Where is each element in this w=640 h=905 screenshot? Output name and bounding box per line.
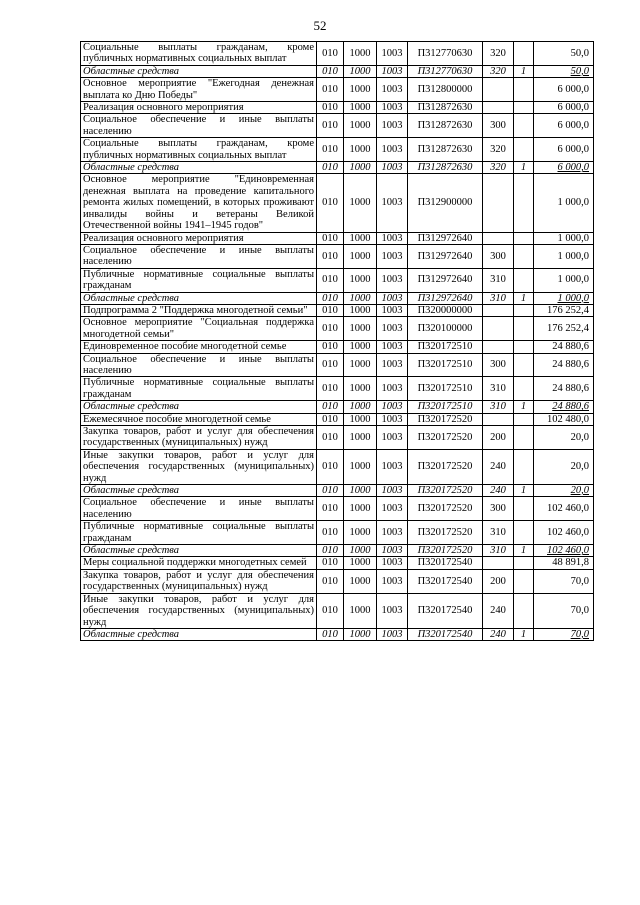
row-subsection-code: 1003 — [377, 304, 408, 316]
row-amount: 24 880,6 — [534, 401, 594, 413]
table-row — [81, 485, 594, 497]
row-funding-source: 1 — [514, 292, 534, 304]
row-amount: 70,0 — [534, 628, 594, 640]
row-funding-source — [514, 341, 534, 353]
row-amount: 1 000,0 — [534, 268, 594, 292]
table-row — [81, 401, 594, 413]
row-expense-type — [483, 413, 514, 425]
row-expense-type — [483, 232, 514, 244]
table-row — [81, 268, 594, 292]
row-expense-type — [483, 557, 514, 569]
table-row — [81, 114, 594, 138]
row-name: Единовременное пособие многодетной семье — [81, 341, 317, 353]
row-section-code: 1000 — [344, 521, 377, 545]
row-expense-type — [483, 317, 514, 341]
row-subsection-code: 1003 — [377, 78, 408, 102]
row-name: Основное мероприятие "Социальная поддержка многодетной семьи" — [81, 317, 317, 341]
row-subsection-code: 1003 — [377, 102, 408, 114]
table-row — [81, 174, 594, 232]
row-subsection-code: 1003 — [377, 569, 408, 593]
row-subsection-code: 1003 — [377, 162, 408, 174]
row-ministry-code: 010 — [317, 401, 344, 413]
row-funding-source — [514, 78, 534, 102]
row-name: Публичные нормативные социальные выплаты гражданам — [81, 377, 317, 401]
row-ministry-code: 010 — [317, 521, 344, 545]
row-target-article: П312900000 — [408, 174, 483, 232]
row-name: Иные закупки товаров, работ и услуг для обеспечения государственных (муниципальных) нужд — [81, 449, 317, 484]
row-expense-type — [483, 78, 514, 102]
row-section-code: 1000 — [344, 232, 377, 244]
table-row — [81, 353, 594, 377]
table-row — [81, 65, 594, 77]
row-target-article: П312972640 — [408, 232, 483, 244]
row-target-article: П312872630 — [408, 114, 483, 138]
row-section-code: 1000 — [344, 557, 377, 569]
row-expense-type — [483, 304, 514, 316]
row-amount: 176 252,4 — [534, 304, 594, 316]
row-expense-type: 310 — [483, 521, 514, 545]
row-amount: 102 460,0 — [534, 545, 594, 557]
row-funding-source — [514, 138, 534, 162]
row-section-code: 1000 — [344, 114, 377, 138]
row-subsection-code: 1003 — [377, 317, 408, 341]
row-name: Закупка товаров, работ и услуг для обеспечения государственных (муниципальных) нужд — [81, 569, 317, 593]
table-row — [81, 557, 594, 569]
row-expense-type: 310 — [483, 292, 514, 304]
row-target-article: П320172510 — [408, 341, 483, 353]
row-ministry-code: 010 — [317, 138, 344, 162]
table-row — [81, 569, 594, 593]
row-subsection-code: 1003 — [377, 426, 408, 450]
row-ministry-code: 010 — [317, 569, 344, 593]
row-subsection-code: 1003 — [377, 628, 408, 640]
row-name: Основное мероприятие "Ежегодная денежная выплата ко Дню Победы" — [81, 78, 317, 102]
row-subsection-code: 1003 — [377, 413, 408, 425]
row-subsection-code: 1003 — [377, 401, 408, 413]
row-funding-source — [514, 268, 534, 292]
row-expense-type — [483, 174, 514, 232]
row-funding-source — [514, 232, 534, 244]
table-row — [81, 78, 594, 102]
row-name: Социальное обеспечение и иные выплаты населению — [81, 244, 317, 268]
row-ministry-code: 010 — [317, 42, 344, 66]
row-target-article: П320172540 — [408, 569, 483, 593]
table-row — [81, 449, 594, 484]
row-name: Социальное обеспечение и иные выплаты населению — [81, 114, 317, 138]
row-section-code: 1000 — [344, 304, 377, 316]
row-section-code: 1000 — [344, 545, 377, 557]
row-funding-source: 1 — [514, 485, 534, 497]
row-section-code: 1000 — [344, 102, 377, 114]
row-name: Меры социальной поддержки многодетных семей — [81, 557, 317, 569]
row-amount: 1 000,0 — [534, 292, 594, 304]
row-ministry-code: 010 — [317, 426, 344, 450]
row-section-code: 1000 — [344, 628, 377, 640]
table-row — [81, 426, 594, 450]
row-name: Закупка товаров, работ и услуг для обеспечения государственных (муниципальных) нужд — [81, 426, 317, 450]
row-expense-type: 300 — [483, 353, 514, 377]
table-row — [81, 162, 594, 174]
row-amount: 70,0 — [534, 569, 594, 593]
row-ministry-code: 010 — [317, 65, 344, 77]
row-funding-source: 1 — [514, 545, 534, 557]
row-funding-source — [514, 353, 534, 377]
row-name: Ежемесячное пособие многодетной семье — [81, 413, 317, 425]
row-expense-type: 300 — [483, 114, 514, 138]
row-section-code: 1000 — [344, 65, 377, 77]
row-expense-type: 200 — [483, 569, 514, 593]
row-funding-source: 1 — [514, 401, 534, 413]
row-section-code: 1000 — [344, 449, 377, 484]
row-amount: 24 880,6 — [534, 341, 594, 353]
row-ministry-code: 010 — [317, 485, 344, 497]
row-name: Областные средства — [81, 401, 317, 413]
row-funding-source — [514, 317, 534, 341]
row-amount: 6 000,0 — [534, 114, 594, 138]
row-amount: 70,0 — [534, 593, 594, 628]
row-subsection-code: 1003 — [377, 353, 408, 377]
row-target-article: П320172510 — [408, 401, 483, 413]
row-funding-source — [514, 102, 534, 114]
row-target-article: П320172510 — [408, 353, 483, 377]
row-expense-type: 320 — [483, 65, 514, 77]
row-target-article: П320172520 — [408, 449, 483, 484]
row-funding-source — [514, 42, 534, 66]
row-subsection-code: 1003 — [377, 485, 408, 497]
row-subsection-code: 1003 — [377, 497, 408, 521]
table-row — [81, 42, 594, 66]
row-amount: 50,0 — [534, 42, 594, 66]
row-expense-type: 240 — [483, 628, 514, 640]
row-target-article: П320172520 — [408, 545, 483, 557]
row-target-article: П320100000 — [408, 317, 483, 341]
row-ministry-code: 010 — [317, 341, 344, 353]
row-amount: 20,0 — [534, 485, 594, 497]
row-funding-source — [514, 244, 534, 268]
row-subsection-code: 1003 — [377, 244, 408, 268]
row-ministry-code: 010 — [317, 413, 344, 425]
row-target-article: П320172510 — [408, 377, 483, 401]
row-subsection-code: 1003 — [377, 114, 408, 138]
row-expense-type: 200 — [483, 426, 514, 450]
row-target-article: П312972640 — [408, 292, 483, 304]
row-amount: 48 891,8 — [534, 557, 594, 569]
row-amount: 6 000,0 — [534, 138, 594, 162]
row-amount: 20,0 — [534, 426, 594, 450]
row-ministry-code: 010 — [317, 114, 344, 138]
row-subsection-code: 1003 — [377, 42, 408, 66]
row-target-article: П312972640 — [408, 268, 483, 292]
row-ministry-code: 010 — [317, 174, 344, 232]
row-funding-source — [514, 377, 534, 401]
row-name: Реализация основного мероприятия — [81, 102, 317, 114]
row-amount: 102 460,0 — [534, 521, 594, 545]
row-target-article: П312872630 — [408, 138, 483, 162]
row-name: Областные средства — [81, 485, 317, 497]
row-name: Областные средства — [81, 545, 317, 557]
budget-table — [80, 41, 594, 641]
row-subsection-code: 1003 — [377, 545, 408, 557]
row-amount: 20,0 — [534, 449, 594, 484]
table-row — [81, 628, 594, 640]
row-section-code: 1000 — [344, 401, 377, 413]
row-funding-source — [514, 449, 534, 484]
row-section-code: 1000 — [344, 413, 377, 425]
table-row — [81, 102, 594, 114]
row-name: Областные средства — [81, 292, 317, 304]
row-section-code: 1000 — [344, 292, 377, 304]
row-section-code: 1000 — [344, 593, 377, 628]
row-subsection-code: 1003 — [377, 341, 408, 353]
row-target-article: П320172520 — [408, 413, 483, 425]
row-subsection-code: 1003 — [377, 449, 408, 484]
row-expense-type: 310 — [483, 401, 514, 413]
row-funding-source: 1 — [514, 628, 534, 640]
row-amount: 102 480,0 — [534, 413, 594, 425]
row-funding-source — [514, 521, 534, 545]
row-section-code: 1000 — [344, 138, 377, 162]
row-expense-type — [483, 102, 514, 114]
row-subsection-code: 1003 — [377, 174, 408, 232]
table-row — [81, 545, 594, 557]
row-ministry-code: 010 — [317, 449, 344, 484]
row-expense-type: 310 — [483, 545, 514, 557]
row-target-article: П312770630 — [408, 42, 483, 66]
row-amount: 6 000,0 — [534, 102, 594, 114]
row-amount: 50,0 — [534, 65, 594, 77]
row-ministry-code: 010 — [317, 78, 344, 102]
row-ministry-code: 010 — [317, 497, 344, 521]
row-amount: 1 000,0 — [534, 244, 594, 268]
row-funding-source — [514, 569, 534, 593]
table-body — [81, 42, 594, 641]
row-ministry-code: 010 — [317, 268, 344, 292]
table-row — [81, 377, 594, 401]
page-number: 52 — [313, 18, 327, 33]
table-row — [81, 292, 594, 304]
row-name: Областные средства — [81, 162, 317, 174]
row-section-code: 1000 — [344, 426, 377, 450]
row-section-code: 1000 — [344, 244, 377, 268]
row-subsection-code: 1003 — [377, 521, 408, 545]
row-target-article: П312770630 — [408, 65, 483, 77]
row-section-code: 1000 — [344, 78, 377, 102]
row-funding-source — [514, 174, 534, 232]
row-expense-type: 320 — [483, 162, 514, 174]
row-subsection-code: 1003 — [377, 377, 408, 401]
row-ministry-code: 010 — [317, 557, 344, 569]
row-target-article: П320172520 — [408, 426, 483, 450]
row-amount: 6 000,0 — [534, 78, 594, 102]
row-target-article: П320172540 — [408, 557, 483, 569]
row-expense-type: 300 — [483, 244, 514, 268]
row-target-article: П312972640 — [408, 244, 483, 268]
row-section-code: 1000 — [344, 377, 377, 401]
row-funding-source — [514, 557, 534, 569]
row-name: Основное мероприятие "Единовременная денежная выплата на проведение капитального ремонта жилых помещений, в которых проживают инвалиды войны и ветераны Великой Отечественной войны 1941–1945 годов" — [81, 174, 317, 232]
row-subsection-code: 1003 — [377, 292, 408, 304]
row-amount: 102 460,0 — [534, 497, 594, 521]
row-ministry-code: 010 — [317, 628, 344, 640]
row-section-code: 1000 — [344, 317, 377, 341]
row-expense-type: 240 — [483, 593, 514, 628]
row-funding-source — [514, 413, 534, 425]
table-row — [81, 593, 594, 628]
row-subsection-code: 1003 — [377, 232, 408, 244]
row-ministry-code: 010 — [317, 304, 344, 316]
row-section-code: 1000 — [344, 341, 377, 353]
row-expense-type — [483, 341, 514, 353]
row-ministry-code: 010 — [317, 593, 344, 628]
row-target-article: П312872630 — [408, 162, 483, 174]
row-funding-source — [514, 497, 534, 521]
row-funding-source — [514, 593, 534, 628]
row-name: Социальные выплаты гражданам, кроме публичных нормативных социальных выплат — [81, 42, 317, 66]
row-subsection-code: 1003 — [377, 268, 408, 292]
row-ministry-code: 010 — [317, 102, 344, 114]
row-subsection-code: 1003 — [377, 65, 408, 77]
table-row — [81, 317, 594, 341]
row-amount: 176 252,4 — [534, 317, 594, 341]
row-amount: 24 880,6 — [534, 353, 594, 377]
row-ministry-code: 010 — [317, 545, 344, 557]
table-row — [81, 521, 594, 545]
row-ministry-code: 010 — [317, 377, 344, 401]
row-target-article: П312800000 — [408, 78, 483, 102]
row-expense-type: 310 — [483, 377, 514, 401]
row-target-article: П320172520 — [408, 497, 483, 521]
row-amount: 24 880,6 — [534, 377, 594, 401]
row-section-code: 1000 — [344, 497, 377, 521]
row-name: Публичные нормативные социальные выплаты гражданам — [81, 268, 317, 292]
row-expense-type: 320 — [483, 138, 514, 162]
row-name: Социальные выплаты гражданам, кроме публичных нормативных социальных выплат — [81, 138, 317, 162]
row-subsection-code: 1003 — [377, 138, 408, 162]
row-section-code: 1000 — [344, 162, 377, 174]
row-target-article: П320172520 — [408, 521, 483, 545]
table-row — [81, 497, 594, 521]
row-name: Социальное обеспечение и иные выплаты населению — [81, 497, 317, 521]
row-section-code: 1000 — [344, 42, 377, 66]
row-expense-type: 310 — [483, 268, 514, 292]
row-section-code: 1000 — [344, 485, 377, 497]
row-amount: 1 000,0 — [534, 174, 594, 232]
row-amount: 6 000,0 — [534, 162, 594, 174]
row-section-code: 1000 — [344, 569, 377, 593]
table-row — [81, 413, 594, 425]
budget-table-container — [80, 41, 594, 641]
row-funding-source — [514, 426, 534, 450]
row-ministry-code: 010 — [317, 353, 344, 377]
row-name: Реализация основного мероприятия — [81, 232, 317, 244]
row-ministry-code: 010 — [317, 244, 344, 268]
row-name: Областные средства — [81, 628, 317, 640]
row-ministry-code: 010 — [317, 292, 344, 304]
row-target-article: П312872630 — [408, 102, 483, 114]
row-amount: 1 000,0 — [534, 232, 594, 244]
row-expense-type: 300 — [483, 497, 514, 521]
table-row — [81, 341, 594, 353]
row-target-article: П320172520 — [408, 485, 483, 497]
row-funding-source: 1 — [514, 162, 534, 174]
table-row — [81, 232, 594, 244]
row-funding-source — [514, 304, 534, 316]
row-section-code: 1000 — [344, 268, 377, 292]
table-row — [81, 138, 594, 162]
row-name: Подпрограмма 2 "Поддержка многодетной семьи" — [81, 304, 317, 316]
row-ministry-code: 010 — [317, 162, 344, 174]
table-row — [81, 244, 594, 268]
row-target-article: П320172540 — [408, 628, 483, 640]
row-funding-source: 1 — [514, 65, 534, 77]
row-name: Публичные нормативные социальные выплаты гражданам — [81, 521, 317, 545]
row-expense-type: 240 — [483, 449, 514, 484]
row-expense-type: 240 — [483, 485, 514, 497]
row-subsection-code: 1003 — [377, 557, 408, 569]
row-name: Иные закупки товаров, работ и услуг для обеспечения государственных (муниципальных) нужд — [81, 593, 317, 628]
row-funding-source — [514, 114, 534, 138]
row-name: Областные средства — [81, 65, 317, 77]
table-row — [81, 304, 594, 316]
row-target-article: П320172540 — [408, 593, 483, 628]
row-target-article: П320000000 — [408, 304, 483, 316]
row-ministry-code: 010 — [317, 317, 344, 341]
row-section-code: 1000 — [344, 353, 377, 377]
row-subsection-code: 1003 — [377, 593, 408, 628]
row-ministry-code: 010 — [317, 232, 344, 244]
row-name: Социальное обеспечение и иные выплаты населению — [81, 353, 317, 377]
row-expense-type: 320 — [483, 42, 514, 66]
row-section-code: 1000 — [344, 174, 377, 232]
